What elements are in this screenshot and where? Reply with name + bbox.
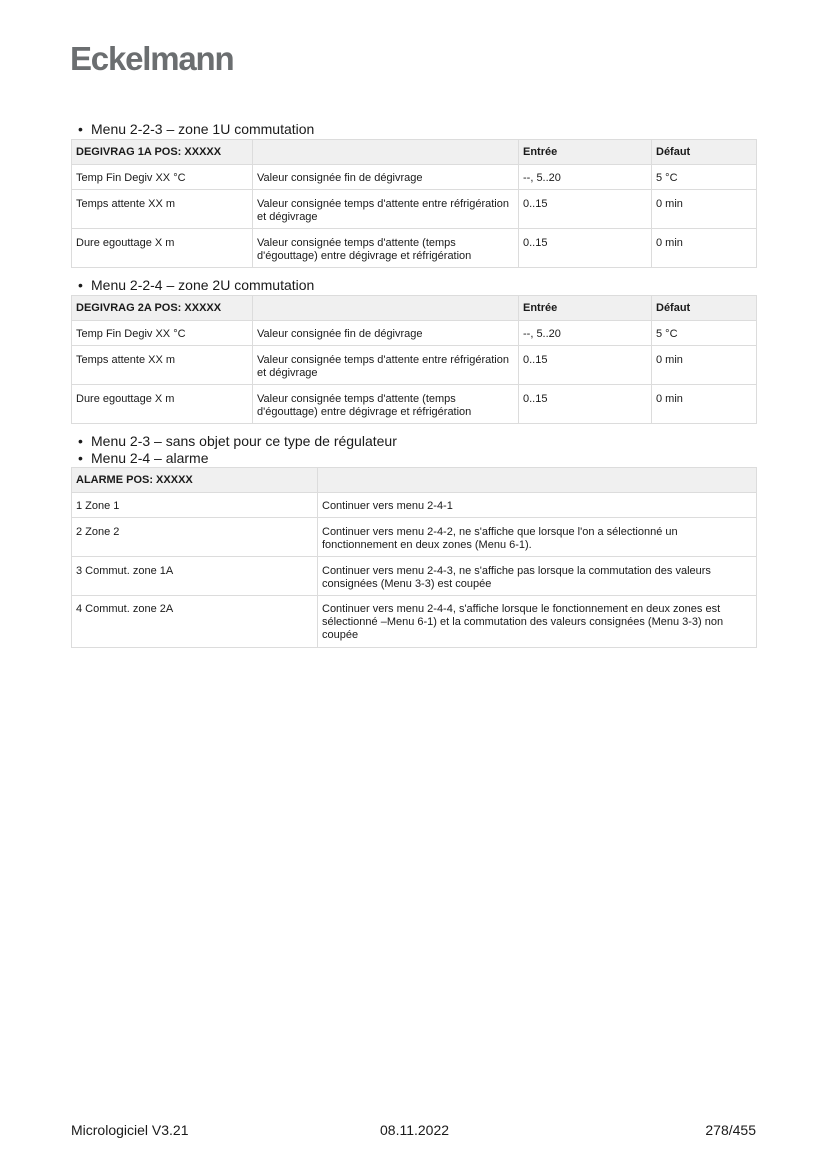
table-row [72,229,757,268]
table-cell: 4 Commut. zone 2A [72,596,318,648]
section-heading-text: Menu 2-3 – sans objet pour ce type de régulateur [91,433,397,449]
table-cell: Continuer vers menu 2-4-3, ne s'affiche pas lorsque la commutation des valeurs consignées (Menu 3-3) est coupée [318,557,757,596]
table-cell: 1 Zone 1 [72,493,318,518]
table-degivrag-2a [71,295,757,424]
table-cell: Temps attente XX m [72,346,253,385]
table-header-row [72,296,757,321]
table-cell: Temp Fin Degiv XX °C [72,321,253,346]
section-heading-menu-2-4: • Menu 2-4 – alarme [78,450,209,466]
header-cell: Défaut [652,296,757,321]
table-cell: 3 Commut. zone 1A [72,557,318,596]
table-cell: 0..15 [519,190,652,229]
table-cell: Temp Fin Degiv XX °C [72,165,253,190]
table-cell: 0..15 [519,229,652,268]
table-row [72,493,757,518]
table-cell: Continuer vers menu 2-4-2, ne s'affiche que lorsque l'on a sélectionné un fonctionnement en deux zones (Menu 6-1). [318,518,757,557]
table-cell: Dure egouttage X m [72,385,253,424]
table-row [72,165,757,190]
table-cell: Valeur consignée fin de dégivrage [253,321,519,346]
table-cell: Valeur consignée temps d'attente (temps d'égouttage) entre dégivrage et réfrigération [253,229,519,268]
section-heading-menu-2-2-3: • Menu 2-2-3 – zone 1U commutation [78,121,315,137]
table-cell: 5 °C [652,321,757,346]
table-cell: Dure egouttage X m [72,229,253,268]
table-cell: 0..15 [519,385,652,424]
table-cell: 0 min [652,346,757,385]
header-cell: DEGIVRAG 1A POS: XXXXX [72,140,253,165]
table-row [72,346,757,385]
table-cell: 0 min [652,229,757,268]
table-cell: 2 Zone 2 [72,518,318,557]
footer-firmware-version: Micrologiciel V3.21 [71,1122,189,1138]
header-cell [253,296,519,321]
table-degivrag-1a [71,139,757,268]
table-row [72,518,757,557]
table-cell: Valeur consignée temps d'attente entre réfrigération et dégivrage [253,346,519,385]
section-heading-menu-2-2-4: • Menu 2-2-4 – zone 2U commutation [78,277,315,293]
table-cell: Valeur consignée fin de dégivrage [253,165,519,190]
table-cell: --, 5..20 [519,165,652,190]
table-cell: --, 5..20 [519,321,652,346]
header-cell [318,468,757,493]
table-cell: 5 °C [652,165,757,190]
section-heading-text: Menu 2-2-4 – zone 2U commutation [91,277,315,293]
table-alarme [71,467,757,648]
header-cell: DEGIVRAG 2A POS: XXXXX [72,296,253,321]
section-heading-text: Menu 2-4 – alarme [91,450,209,466]
table-cell: Continuer vers menu 2-4-1 [318,493,757,518]
header-cell: Entrée [519,296,652,321]
table-row [72,557,757,596]
section-heading-menu-2-3: • Menu 2-3 – sans objet pour ce type de régulateur [78,433,397,449]
table-header-row [72,468,757,493]
table-row [72,385,757,424]
table-row [72,190,757,229]
table-row [72,596,757,648]
section-heading-text: Menu 2-2-3 – zone 1U commutation [91,121,315,137]
header-cell: Entrée [519,140,652,165]
table-header-row [72,140,757,165]
table-row [72,321,757,346]
header-cell: ALARME POS: XXXXX [72,468,318,493]
footer-page-number: 278/455 [705,1122,756,1138]
table-cell: 0 min [652,190,757,229]
header-cell: Défaut [652,140,757,165]
table-cell: Valeur consignée temps d'attente entre réfrigération et dégivrage [253,190,519,229]
table-cell: Temps attente XX m [72,190,253,229]
footer-date: 08.11.2022 [380,1122,450,1138]
table-cell: Continuer vers menu 2-4-4, s'affiche lorsque le fonctionnement en deux zones est sélectionné –Menu 6-1) et la commutation des valeurs consignées (Menu 3-3) non coupée [318,596,757,648]
table-cell: 0..15 [519,346,652,385]
table-cell: 0 min [652,385,757,424]
company-logo: Eckelmann [70,40,234,77]
header-cell [253,140,519,165]
table-cell: Valeur consignée temps d'attente (temps d'égouttage) entre dégivrage et réfrigération [253,385,519,424]
